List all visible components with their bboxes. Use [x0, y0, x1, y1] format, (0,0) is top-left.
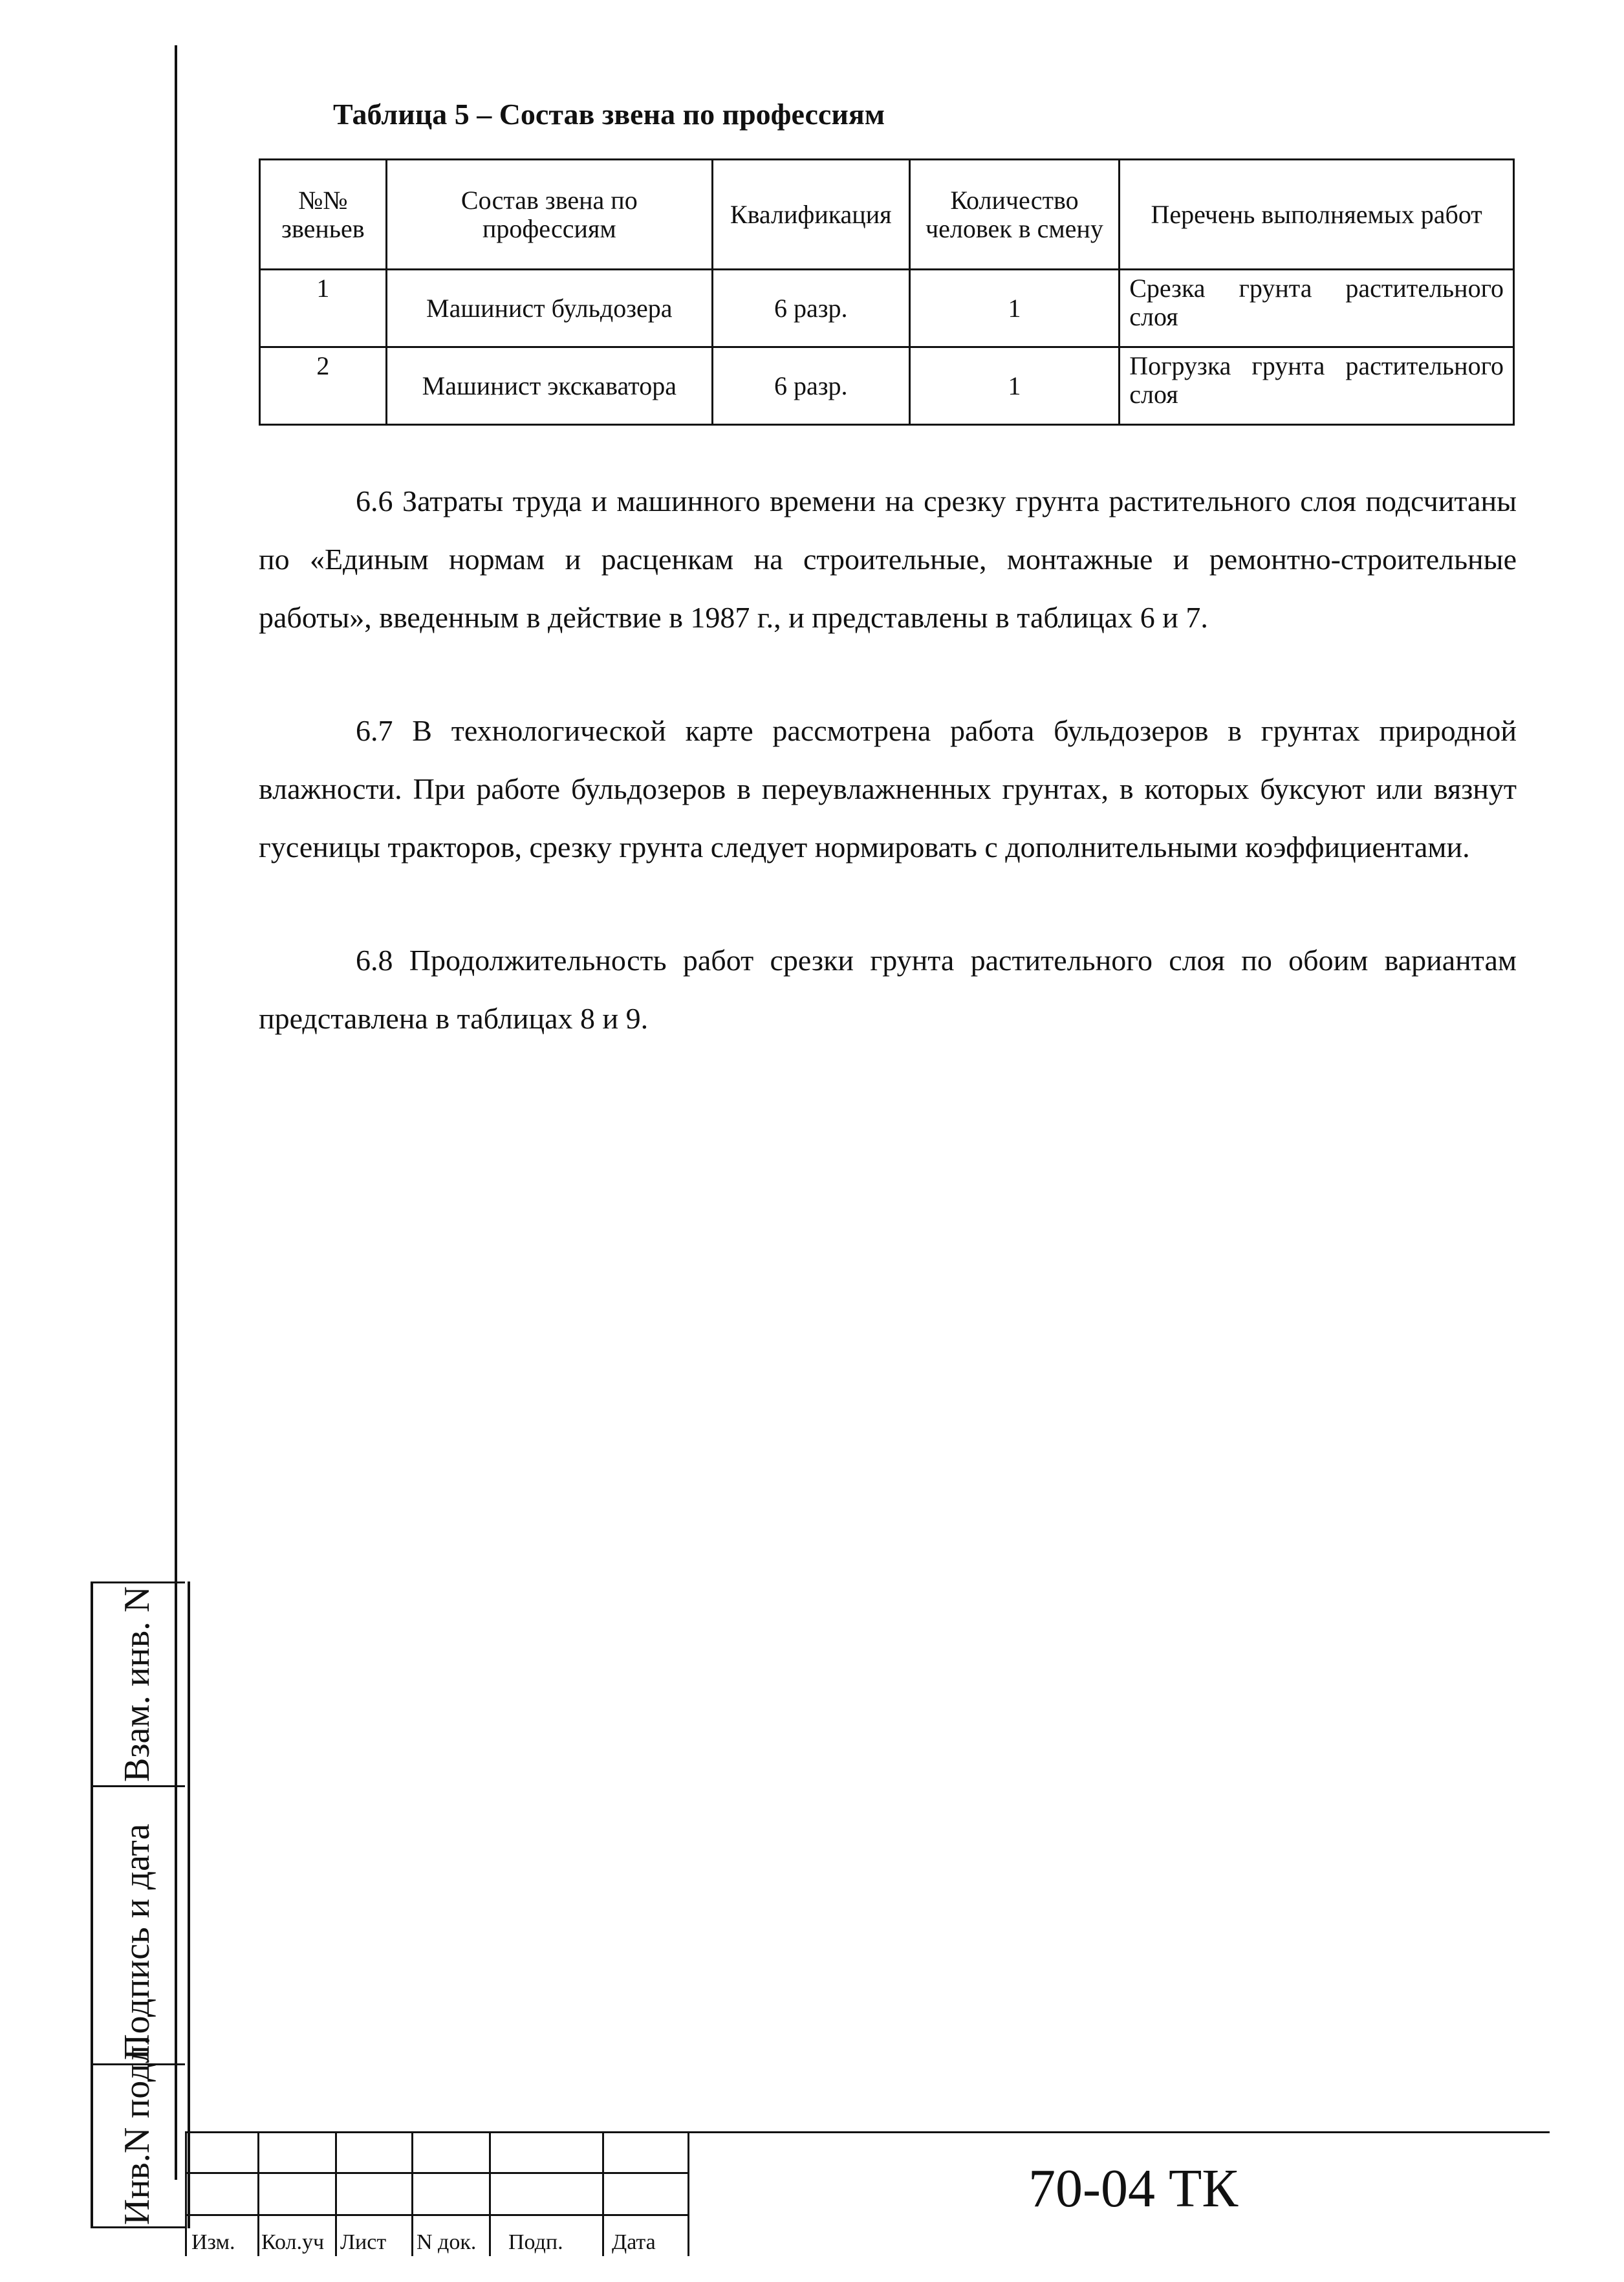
- stamp-label-izm: Изм.: [191, 2230, 235, 2254]
- sidebar-label-signature-date: Подпись и дата: [117, 1823, 157, 2060]
- title-block-grid: [185, 2133, 689, 2256]
- sidebar-divider: [91, 1581, 185, 1583]
- table-row: [260, 270, 1514, 347]
- document-number: 70-04 ТК: [1028, 2158, 1239, 2219]
- table-header-row: [260, 160, 1514, 270]
- header-qualification: Квалификация: [712, 160, 909, 270]
- cell-crew-number: 2: [260, 347, 387, 425]
- header-crew-number: №№ звеньев: [260, 160, 387, 270]
- cell-qualification: 6 разр.: [712, 347, 909, 425]
- paragraph-6-6: 6.6 Затраты труда и машинного времени на срезку грунта растительного слоя подсчитаны по «Единым нормам и расценкам на строительные, монтажные и ремонтно-строительные работы», введенным в действие в 1987 г., и представлены в таблицах 6 и 7.: [259, 484, 1517, 634]
- sidebar-divider: [91, 1785, 185, 1787]
- sidebar-divider: [91, 2226, 185, 2228]
- grid-line: [185, 2214, 689, 2216]
- grid-line: [489, 2133, 491, 2256]
- sidebar-label-vzam-inv: Взам. инв. N: [117, 1586, 157, 1782]
- cell-composition: Машинист экскаватора: [386, 347, 712, 425]
- header-work-list: Перечень выполняемых работ: [1120, 160, 1514, 270]
- cell-work: Погрузка грунта растительного слоя: [1120, 347, 1514, 425]
- grid-line: [687, 2133, 689, 2256]
- cell-qualification: 6 разр.: [712, 270, 909, 347]
- stamp-label-n-dok: N док.: [417, 2230, 477, 2254]
- table-row: [260, 347, 1514, 425]
- grid-line: [335, 2133, 337, 2256]
- header-composition: Состав звена по профессиям: [386, 160, 712, 270]
- stamp-label-data: Дата: [612, 2230, 656, 2254]
- grid-line: [185, 2133, 187, 2256]
- sidebar-label-inv-podl: Инв.N подл.: [117, 2036, 157, 2225]
- grid-line: [185, 2172, 689, 2174]
- cell-people-count: 1: [909, 347, 1120, 425]
- stamp-label-list: Лист: [340, 2230, 387, 2254]
- cell-work: Срезка грунта растительного слоя: [1120, 270, 1514, 347]
- crew-composition-table: [259, 158, 1515, 426]
- stamp-label-podp: Подп.: [508, 2230, 563, 2254]
- header-people-per-shift: Количество человек в смену: [909, 160, 1120, 270]
- grid-line: [257, 2133, 259, 2256]
- cell-composition: Машинист бульдозера: [386, 270, 712, 347]
- cell-crew-number: 1: [260, 270, 387, 347]
- paragraph-6-8: 6.8 Продолжительность работ срезки грунта растительного слоя по обоим вариантам представлена в таблицах 8 и 9.: [259, 944, 1517, 1035]
- stamp-label-kol-uch: Кол.уч: [261, 2230, 325, 2254]
- paragraph-6-7: 6.7 В технологической карте рассмотрена работа бульдозеров в грунтах природной влажности. При работе бульдозеров в переувлажненных грунтах, в которых буксуют или вязнут гусеницы тракторов, срезку грунта следует нормировать с дополнительными коэффициентами.: [259, 714, 1517, 864]
- grid-line: [602, 2133, 604, 2256]
- cell-people-count: 1: [909, 270, 1120, 347]
- grid-line: [411, 2133, 413, 2256]
- table-caption: Таблица 5 – Состав звена по профессиям: [333, 98, 885, 131]
